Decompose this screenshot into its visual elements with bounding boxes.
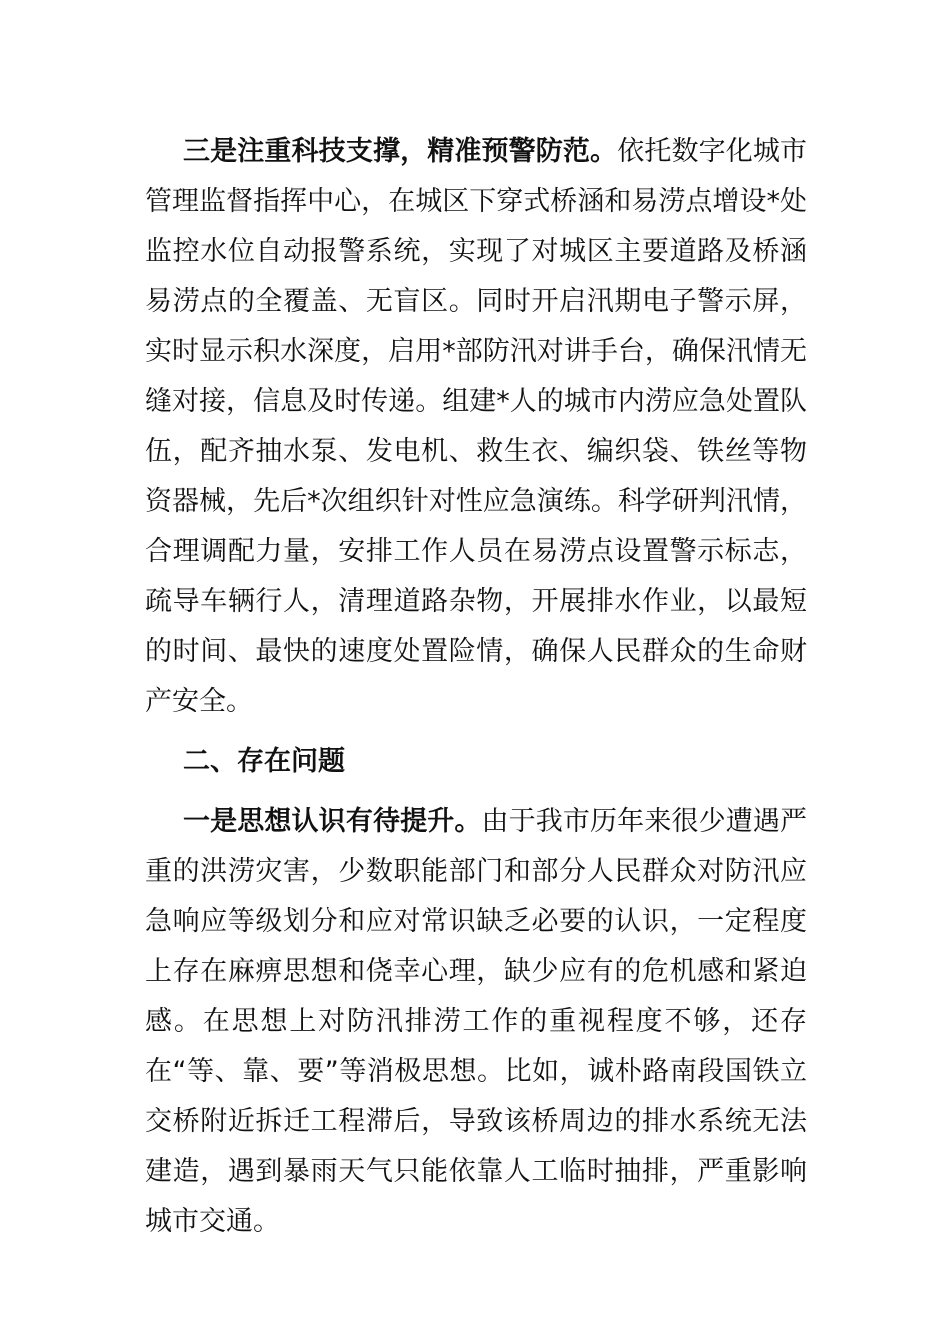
- paragraph-lead-problem-1: 一是思想认识有待提升。: [183, 806, 482, 837]
- paragraph-section-3: [145, 127, 807, 727]
- document-page: [145, 127, 807, 1247]
- paragraph-lead-section-3: 三是注重科技支撑，精准预警防范。: [183, 136, 618, 167]
- paragraph-body-section-3: 依托数字化城市管理监督指挥中心，在城区下穿式桥涵和易涝点增设*处监控水位自动报警系统，实现了对城区主要道路及桥涵易涝点的全覆盖、无盲区。同时开启汛期电子警示屏，实时显示积水深度，启用*部防汛对讲手台，确保汛情无缝对接，信息及时传递。组建*人的城市内涝应急处置队伍，配齐抽水泵、发电机、救生衣、编织袋、铁丝等物资器械，先后*次组织针对性应急演练。科学研判汛情，合理调配力量，安排工作人员在易涝点设置警示标志，疏导车辆行人，清理道路杂物，开展排水作业，以最短的时间、最快的速度处置险情，确保人民群众的生命财产安全。: [145, 136, 808, 717]
- paragraph-problem-1: [145, 797, 807, 1247]
- paragraph-body-problem-1: 由于我市历年来很少遭遇严重的洪涝灾害，少数职能部门和部分人民群众对防汛应急响应等级划分和应对常识缺乏必要的认识，一定程度上存在麻痹思想和侥幸心理，缺少应有的危机感和紧迫感。在思想上对防汛排涝工作的重视程度不够，还存在“等、靠、要”等消极思想。比如，诚朴路南段国铁立交桥附近拆迁工程滞后，导致该桥周边的排水系统无法建造，遇到暴雨天气只能依靠人工临时抽排，严重影响城市交通。: [145, 806, 807, 1237]
- section-heading-problems: 二、存在问题: [183, 746, 345, 777]
